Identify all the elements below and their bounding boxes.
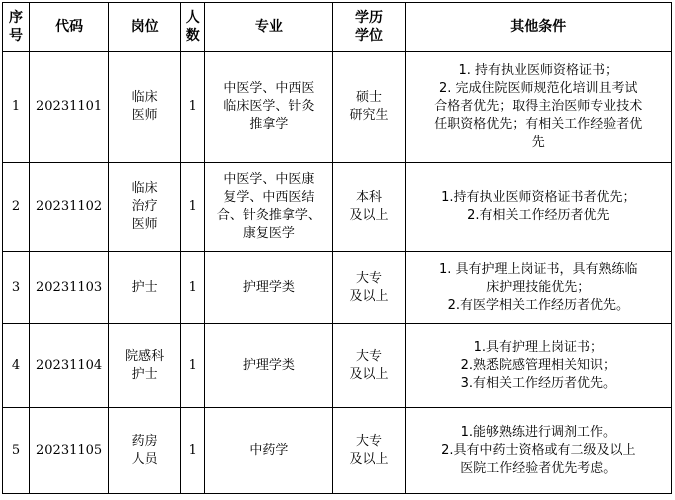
post-cell: 临床 治疗 医师 (109, 163, 181, 252)
education-cell: 硕士 研究生 (333, 52, 405, 163)
post-cell: 院感科 护士 (109, 324, 181, 408)
seq-cell: 3 (3, 252, 30, 324)
header-row (3, 3, 672, 52)
count-cell: 1 (181, 163, 205, 252)
header-seq: 序 号 (3, 3, 30, 52)
post-cell: 护士 (109, 252, 181, 324)
other-cell: 1. 持有执业医师资格证书； 2. 完成住院医师规范化培训且考试 合格者优先；取得主治医师专业技术 任职资格优先；有相关工作经验者优 先 (405, 52, 671, 163)
header-major: 专业 (205, 3, 333, 52)
header-count: 人 数 (181, 3, 205, 52)
count-cell: 1 (181, 324, 205, 408)
other-cell: 1.持有执业医师资格证书者优先； 2.有相关工作经历者优先 (405, 163, 671, 252)
seq-cell: 5 (3, 408, 30, 494)
major-cell: 中药学 (205, 408, 333, 494)
major-cell: 护理学类 (205, 324, 333, 408)
header-code: 代码 (30, 3, 109, 52)
recruitment-table (2, 2, 672, 494)
table-row (3, 408, 672, 494)
table-row (3, 252, 672, 324)
count-cell: 1 (181, 408, 205, 494)
code-cell: 20231102 (30, 163, 109, 252)
major-cell: 护理学类 (205, 252, 333, 324)
table-row (3, 163, 672, 252)
education-cell: 大专 及以上 (333, 324, 405, 408)
post-cell: 药房 人员 (109, 408, 181, 494)
code-cell: 20231105 (30, 408, 109, 494)
post-cell: 临床 医师 (109, 52, 181, 163)
education-cell: 本科 及以上 (333, 163, 405, 252)
education-cell: 大专 及以上 (333, 408, 405, 494)
header-post: 岗位 (109, 3, 181, 52)
code-cell: 20231103 (30, 252, 109, 324)
seq-cell: 2 (3, 163, 30, 252)
code-cell: 20231101 (30, 52, 109, 163)
major-cell: 中医学、中西医 临床医学、针灸 推拿学 (205, 52, 333, 163)
other-cell: 1.具有护理上岗证书； 2.熟悉院感管理相关知识； 3.有相关工作经历者优先。 (405, 324, 671, 408)
header-education: 学历 学位 (333, 3, 405, 52)
table-row (3, 324, 672, 408)
other-cell: 1.能够熟练进行调剂工作。 2.具有中药士资格或有二级及以上 医院工作经验者优先考虑。 (405, 408, 671, 494)
count-cell: 1 (181, 52, 205, 163)
seq-cell: 4 (3, 324, 30, 408)
seq-cell: 1 (3, 52, 30, 163)
table-row (3, 52, 672, 163)
code-cell: 20231104 (30, 324, 109, 408)
major-cell: 中医学、中医康 复学、中西医结 合、针灸推拿学、 康复医学 (205, 163, 333, 252)
count-cell: 1 (181, 252, 205, 324)
header-other: 其他条件 (405, 3, 671, 52)
other-cell: 1. 具有护理上岗证书，具有熟练临 床护理技能优先； 2.有医学相关工作经历者优先。 (405, 252, 671, 324)
education-cell: 大专 及以上 (333, 252, 405, 324)
